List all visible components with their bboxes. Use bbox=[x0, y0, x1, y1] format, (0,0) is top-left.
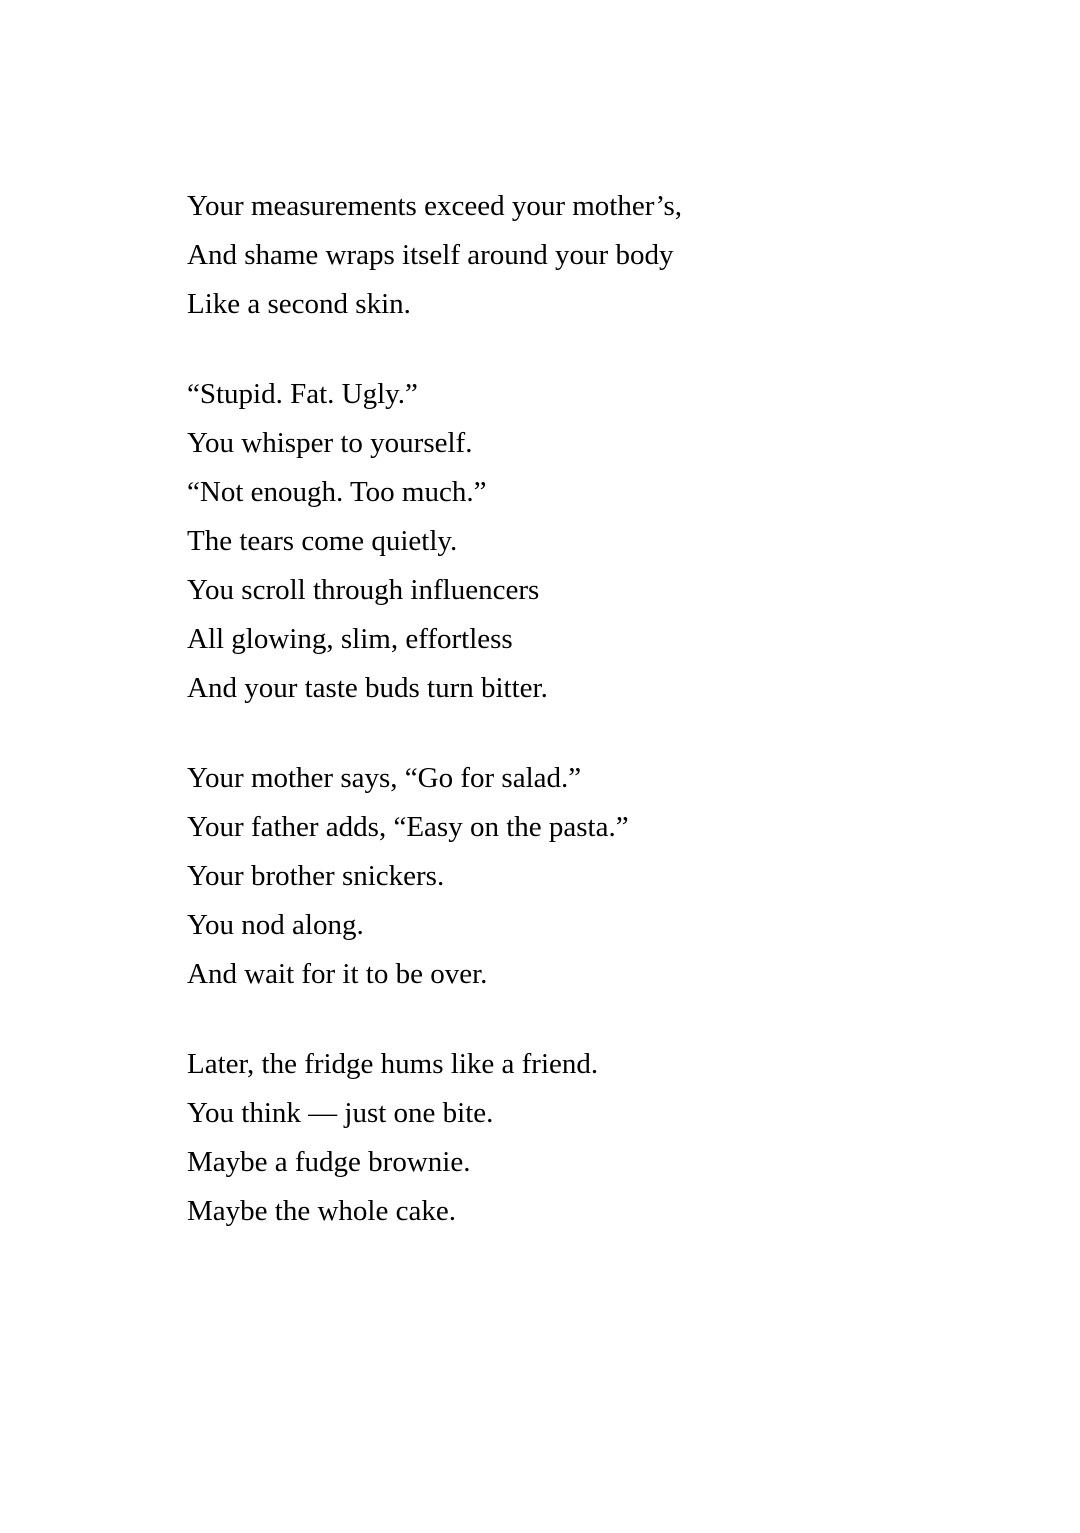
poem-line: Maybe a fudge brownie. bbox=[187, 1146, 471, 1178]
poem-line: Your father adds, “Easy on the pasta.” bbox=[187, 811, 629, 843]
poem-line: You nod along. bbox=[187, 909, 364, 941]
poem-line: “Not enough. Too much.” bbox=[187, 476, 487, 508]
stanza-4 bbox=[187, 1040, 1007, 1236]
poem-line: Your mother says, “Go for salad.” bbox=[187, 762, 582, 794]
poem-line: And shame wraps itself around your body bbox=[187, 239, 674, 271]
poem-line: All glowing, slim, effortless bbox=[187, 623, 513, 655]
poem-line: You scroll through influencers bbox=[187, 574, 540, 606]
poem-line: Like a second skin. bbox=[187, 288, 411, 320]
poem-line: Maybe the whole cake. bbox=[187, 1195, 456, 1227]
poem-line: Your measurements exceed your mother’s, bbox=[187, 190, 683, 222]
poem-line: “Stupid. Fat. Ugly.” bbox=[187, 378, 418, 410]
poem-line: And your taste buds turn bitter. bbox=[187, 672, 548, 704]
poem-line: You whisper to yourself. bbox=[187, 427, 473, 459]
poem-line: Later, the fridge hums like a friend. bbox=[187, 1048, 599, 1080]
stanza-3 bbox=[187, 754, 1007, 999]
poem-line: You think — just one bite. bbox=[187, 1097, 494, 1129]
poem-body bbox=[187, 182, 1007, 1277]
poem-line: Your brother snickers. bbox=[187, 860, 445, 892]
poem-line: And wait for it to be over. bbox=[187, 958, 488, 990]
stanza-1 bbox=[187, 182, 1007, 329]
stanza-2 bbox=[187, 370, 1007, 713]
poem-line: The tears come quietly. bbox=[187, 525, 458, 557]
